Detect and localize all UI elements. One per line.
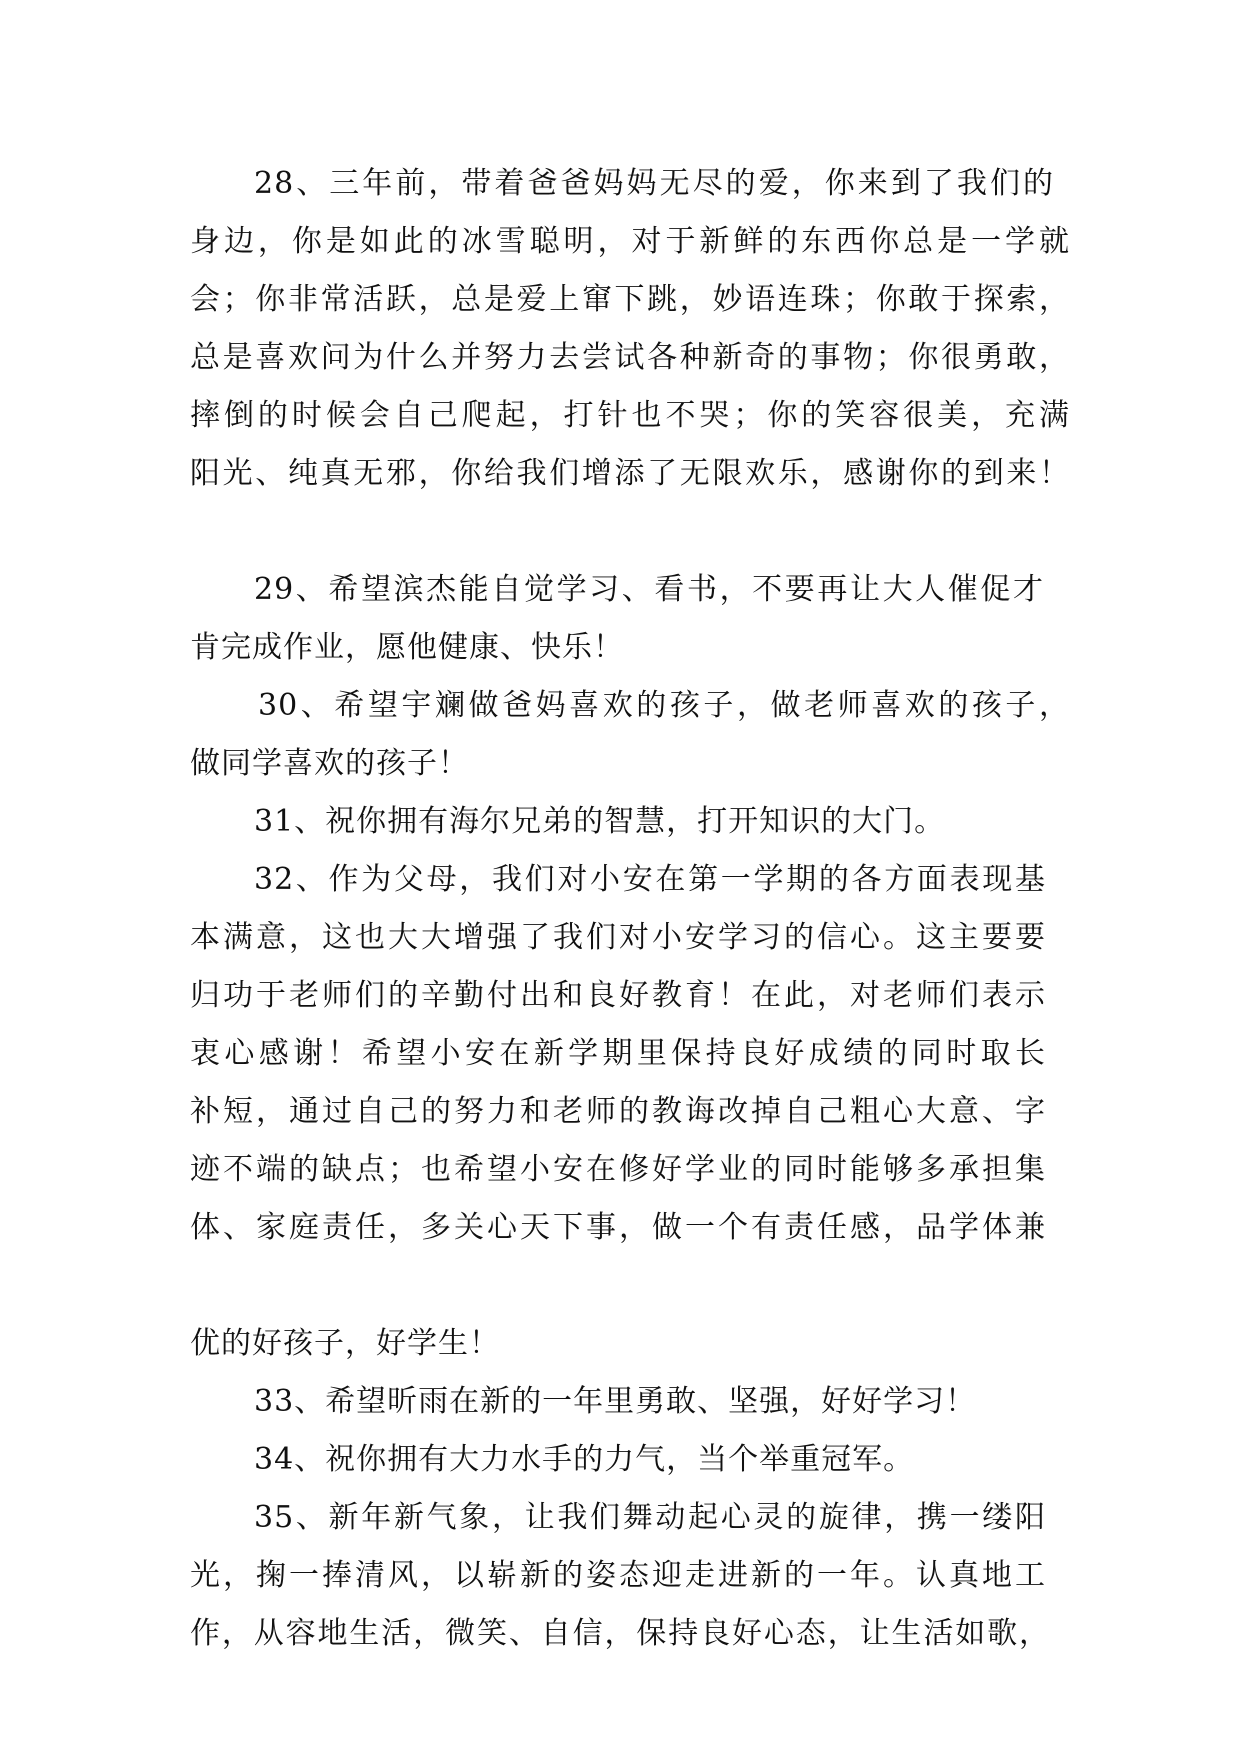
- text-line: 35、新年新气象，让我们舞动起心灵的旋律，携一缕阳: [254, 1500, 1046, 1535]
- text-line: 34、祝你拥有大力水手的力气，当个举重冠军。: [254, 1442, 915, 1477]
- text-line: 做同学喜欢的孩子！: [190, 746, 469, 781]
- text-line: 总是喜欢问为什么并努力去尝试各种新奇的事物；你很勇敢，: [190, 340, 1070, 375]
- text-line: 归功于老师们的辛勤付出和良好教育！在此，对老师们表示: [190, 978, 1046, 1013]
- text-line: 补短，通过自己的努力和老师的教诲改掉自己粗心大意、字: [190, 1094, 1046, 1129]
- text-line: 31、祝你拥有海尔兄弟的智慧，打开知识的大门。: [254, 804, 946, 839]
- text-line: 肯完成作业，愿他健康、快乐！: [190, 630, 624, 665]
- text-line: 体、家庭责任，多关心天下事，做一个有责任感，品学体兼: [190, 1210, 1046, 1245]
- text-line: 本满意，这也大大增强了我们对小安学习的信心。这主要要: [190, 920, 1046, 955]
- text-line: 28、三年前，带着爸爸妈妈无尽的爱，你来到了我们的: [254, 166, 1054, 201]
- text-line: 身边，你是如此的冰雪聪明，对于新鲜的东西你总是一学就: [190, 224, 1070, 259]
- text-line: 33、希望昕雨在新的一年里勇敢、坚强，好好学习！: [254, 1384, 977, 1419]
- text-line: 29、希望滨杰能自觉学习、看书，不要再让大人催促才: [254, 572, 1044, 607]
- text-line: 32、作为父母，我们对小安在第一学期的各方面表现基: [254, 862, 1046, 897]
- text-line: 衷心感谢！希望小安在新学期里保持良好成绩的同时取长: [190, 1036, 1046, 1071]
- text-line: 优的好孩子，好学生！: [190, 1326, 500, 1361]
- text-line: 迹不端的缺点；也希望小安在修好学业的同时能够多承担集: [190, 1152, 1046, 1187]
- text-line: 光，掬一捧清风，以崭新的姿态迎走进新的一年。认真地工: [190, 1558, 1046, 1593]
- text-line: 阳光、纯真无邪，你给我们增添了无限欢乐，感谢你的到来！: [190, 456, 1070, 491]
- text-line: 摔倒的时候会自己爬起，打针也不哭；你的笑容很美，充满: [190, 398, 1070, 433]
- text-line: 30、希望宇斓做爸妈喜欢的孩子，做老师喜欢的孩子，: [258, 688, 1070, 723]
- text-line: 会；你非常活跃，总是爱上窜下跳，妙语连珠；你敢于探索，: [190, 282, 1070, 317]
- text-line: 作，从容地生活，微笑、自信，保持良好心态，让生活如歌，: [190, 1616, 1050, 1651]
